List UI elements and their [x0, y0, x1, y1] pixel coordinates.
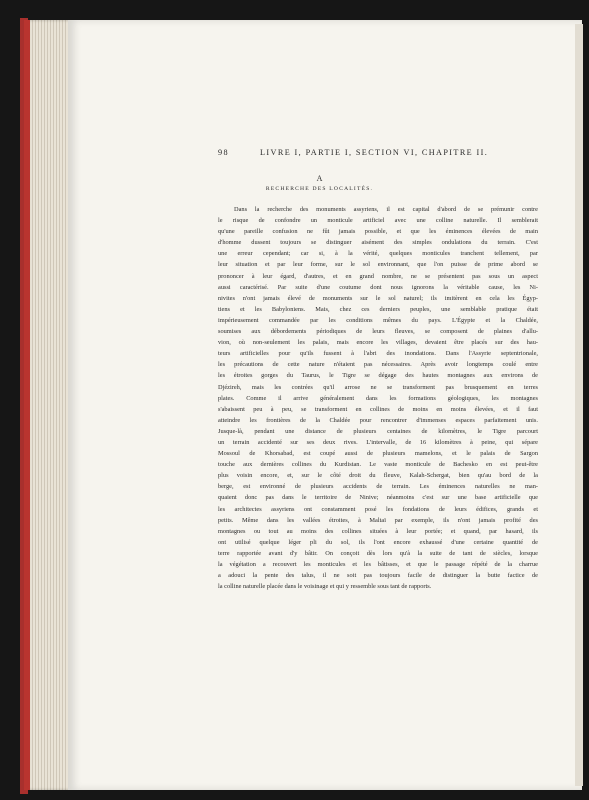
text-line: un terrain accidenté sur ses deux rives. L'intervalle, de 16 kilomètres à peine, qui sépare: [218, 438, 538, 446]
text-line: d'homme dussent toujours se distinguer aisément des simples ondulations du terrain. C'est: [218, 239, 538, 247]
text-line: Mossoul de Khorsabad, est coupé aussi de plusieurs mamelons, et le palais de Sargon: [218, 450, 538, 458]
text-line: une erreur cependant; car si, à la vérité, quelques monticules tranchent tellement, par: [218, 250, 538, 258]
text-line: vion, où non-seulement les palais, mais encore les villages, devaient être placés sur des hau-: [218, 339, 538, 347]
text-line: Djézireh, mais les contrées qu'il arrose ne se transforment pas brusquement en terres: [218, 383, 538, 391]
text-line: la colline naturelle placée dans le voisinage et qui y ressemble sous tant de rapports.: [218, 583, 432, 591]
text-line: tiens et les Babyloniens. Mais, chez ces derniers peuples, une semblable pratique était: [218, 305, 538, 313]
text-line: Jusque-là, pendant une distance de plusieurs centaines de kilomètres, le Tigre parcourt: [218, 427, 538, 435]
text-line: plus voisin encore, et, sur le côté droit du fleuve, Kalah-Schergat, bien qu'au bord de la: [218, 472, 538, 480]
section-letter: A: [316, 174, 323, 183]
text-line: ont utilisé quelque léger pli du sol, ils l'ont encore exhaussé d'une certaine quantité de: [218, 538, 538, 546]
section-title: RECHERCHE DES LOCALITÉS.: [265, 186, 374, 192]
text-line: petits. Même dans les vallées étroites, à Maltaï par exemple, ils n'ont jamais profité des: [218, 516, 538, 524]
text-line: qu'une pareille confusion ne fût jamais possible, et que les éminences élevées de main: [218, 228, 538, 236]
page-fold-strip: [575, 24, 583, 786]
text-line: prononcer à leur égard, d'autres, et en grand nombre, ne se présentent pas sous un aspect: [218, 272, 538, 280]
running-head: LIVRE I, PARTIE I, SECTION VI, CHAPITRE II.: [260, 148, 489, 157]
text-line: quaient donc pas dans le territoire de Ninive; néanmoins c'est sur une base artificielle que: [218, 494, 538, 502]
text-line: les architectes assyriens ont constamment posé les fondations de leurs édifices, grands et: [218, 505, 538, 513]
text-line: Dans la recherche des monuments assyriens, il est capital d'abord de se prémunir contre: [234, 206, 538, 213]
text-line: nivites n'ont jamais élevé de monuments sur le sol naturel; ils imitèrent en cela les Égyp-: [218, 294, 538, 302]
text-line: plates. Comme il arrive généralement dans les formations géologiques, les montagnes: [218, 394, 538, 402]
body-paragraph: [218, 204, 538, 592]
text-line: la végétation a recouvert les monticules et les bâtisses, et que le passage répété de la charrue: [218, 561, 538, 568]
text-line: leur situation et par leur forme, sur le sol environnant, que l'on puisse de prime abord se: [218, 261, 538, 269]
text-line: le risque de confondre un monticule artificiel avec une colline naturelle. Il semblerait: [218, 217, 538, 225]
text-line: atteindre les frontières de la Chaldée pour rencontrer d'immenses espaces parfaitement unis.: [218, 416, 538, 424]
text-line: terre rapportée avant d'y bâtir. On conçoit dès lors qu'à la suite de tant de siècles, lorsque: [218, 549, 538, 557]
page-number: 98: [218, 148, 229, 157]
text-line: s'abaissent peu à peu, se transforment en collines de moins en moins élevées, et il faut: [218, 405, 538, 413]
text-line: soumises aux débordements périodiques de leurs fleuves, se composent de plaines d'allu-: [218, 328, 538, 336]
text-line: berge, est environné de plusieurs accidents de terrain. Les éminences naturelles ne man-: [218, 483, 538, 491]
text-line: montagnes ou tout au moins des collines situées à leur portée; et quand, par hasard, ils: [218, 527, 538, 535]
text-line: impérieusement commandée par les conditions mêmes du pays. L'Égypte et la Chaldée,: [218, 316, 538, 324]
text-line: touche aux dernières collines du Kurdistan. Le vaste monticule de Bachesko en est peut-être: [218, 461, 538, 469]
text-line: aussi caractérisé. Par suite d'une coutume dont nous ignorons la véritable cause, les Ni-: [218, 283, 538, 291]
text-line: les étroites gorges du Taurus, le Tigre se dégage des hautes montagnes aux environs de: [218, 372, 538, 380]
text-line: a adouci la pente des talus, il ne soit pas toujours facile de distinguer la butte factice de: [218, 572, 538, 580]
text-line: les précautions de cette nature n'étaient pas nécessaires. Après avoir longtemps coulé entre: [218, 361, 538, 369]
text-line: teurs artificielles pour qu'ils fussent à l'abri des inondations. Dans l'Assyrie septentrionale,: [218, 350, 538, 358]
